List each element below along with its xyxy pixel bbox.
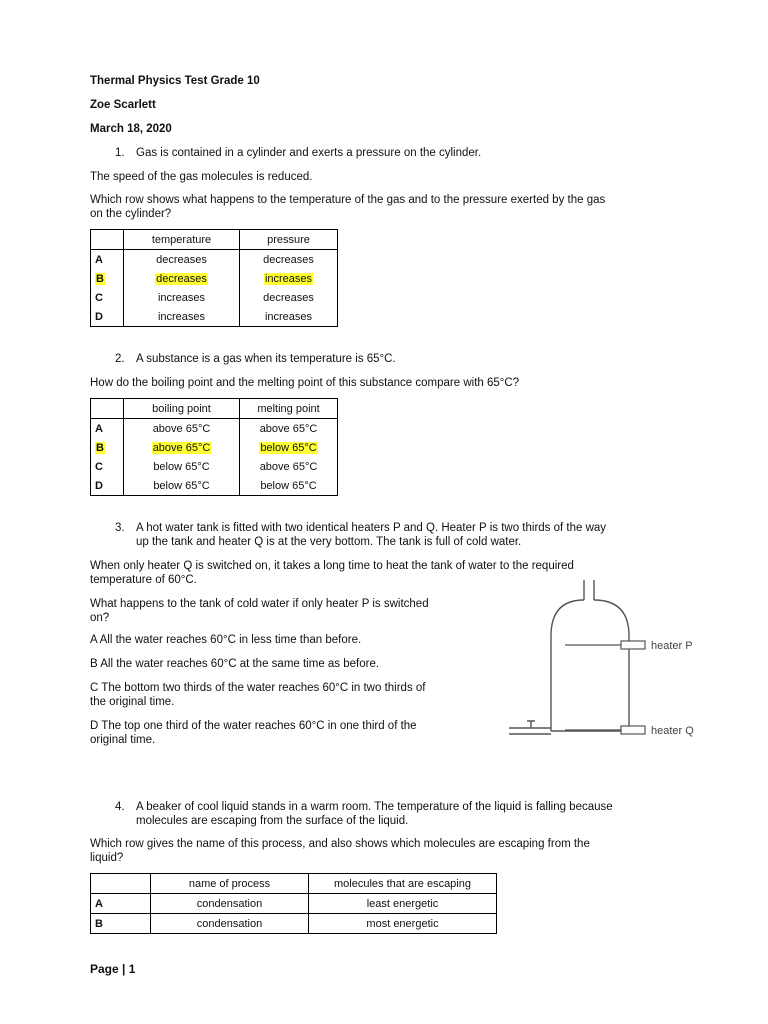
q1-row-label-highlighted: B xyxy=(96,272,104,285)
q4-stem-line1: A beaker of cool liquid stands in a warm room. The temperature of the liquid is falling because xyxy=(136,801,613,813)
q2-row-c xyxy=(91,457,338,476)
q1-cell: increases xyxy=(240,307,338,327)
q2-row-a xyxy=(91,419,338,439)
q2-header-row xyxy=(91,399,338,419)
q2-cell: below 65°C xyxy=(124,457,240,476)
q4-header-blank xyxy=(91,874,151,894)
q2-header-melting-point: melting point xyxy=(240,399,338,419)
q1-cell: decreases xyxy=(124,250,240,270)
q4-row-label: B xyxy=(91,914,151,934)
q1-header-temperature: temperature xyxy=(124,230,240,250)
q1-header-blank xyxy=(91,230,124,250)
q2-row-b xyxy=(91,438,338,457)
q3-question-line2: on? xyxy=(90,612,110,624)
q1-row-b xyxy=(91,269,338,288)
q3-context-line1: When only heater Q is switched on, it takes a long time to heat the tank of water to the required xyxy=(90,560,574,572)
q1-cell: decreases xyxy=(240,288,338,307)
q3-number: 3. xyxy=(115,522,125,534)
q2-cell-highlighted: above 65°C xyxy=(152,441,211,454)
q3-option-c-line1: C The bottom two thirds of the water reaches 60°C in two thirds of xyxy=(90,682,426,694)
heater-q-label: heater Q xyxy=(651,725,694,737)
q2-row-d xyxy=(91,476,338,496)
q4-row-a xyxy=(91,894,497,914)
q4-header-row xyxy=(91,874,497,894)
q4-table xyxy=(90,873,497,934)
q2-cell: above 65°C xyxy=(124,419,240,439)
tank-inlet-pipe xyxy=(509,728,551,734)
q1-cell-highlighted: decreases xyxy=(156,272,207,285)
heater-p-label: heater P xyxy=(651,640,693,652)
q4-header-molecules: molecules that are escaping xyxy=(309,874,497,894)
q2-header-boiling-point: boiling point xyxy=(124,399,240,419)
q2-row-label: C xyxy=(91,457,124,476)
q3-option-d-line2: original time. xyxy=(90,734,156,746)
tank-outline xyxy=(551,600,629,731)
q3-option-b: B All the water reaches 60°C at the same time as before. xyxy=(90,658,380,670)
q1-cell-highlighted: increases xyxy=(264,272,313,285)
q4-row-label: A xyxy=(91,894,151,914)
q1-header-row xyxy=(91,230,338,250)
q1-fact: The speed of the gas molecules is reduced. xyxy=(90,171,313,183)
page-number: Page | 1 xyxy=(90,962,136,976)
q2-number: 2. xyxy=(115,353,125,365)
q4-stem-line2: molecules are escaping from the surface of the liquid. xyxy=(136,815,409,827)
q1-number: 1. xyxy=(115,147,125,159)
q1-row-a xyxy=(91,250,338,270)
q1-row-d xyxy=(91,307,338,327)
q1-row-c xyxy=(91,288,338,307)
q1-question-line2: on the cylinder? xyxy=(90,208,172,220)
tank-top-pipe xyxy=(584,580,594,600)
q4-number: 4. xyxy=(115,801,125,813)
q1-row-label: A xyxy=(91,250,124,270)
q1-question-line1: Which row shows what happens to the temperature of the gas and to the pressure exerted by the gas xyxy=(90,194,606,206)
test-date: March 18, 2020 xyxy=(90,123,172,135)
q2-cell: below 65°C xyxy=(124,476,240,496)
q2-header-blank xyxy=(91,399,124,419)
q3-question-line1: What happens to the tank of cold water if only heater P is switched xyxy=(90,598,429,610)
q4-cell: condensation xyxy=(151,914,309,934)
q4-cell: condensation xyxy=(151,894,309,914)
heater-p xyxy=(565,641,645,649)
q1-row-label: C xyxy=(91,288,124,307)
q3-option-c-line2: the original time. xyxy=(90,696,175,708)
q3-context-line2: temperature of 60°C. xyxy=(90,574,197,586)
q2-row-label: D xyxy=(91,476,124,496)
q2-cell-highlighted: below 65°C xyxy=(260,441,317,454)
q2-cell: below 65°C xyxy=(240,476,338,496)
q1-cell: decreases xyxy=(240,250,338,270)
test-title: Thermal Physics Test Grade 10 xyxy=(90,75,260,87)
q1-table xyxy=(90,229,338,327)
q1-stem: Gas is contained in a cylinder and exerts a pressure on the cylinder. xyxy=(136,147,482,159)
q4-question-line2: liquid? xyxy=(90,852,124,864)
q2-row-label: A xyxy=(91,419,124,439)
q4-cell: least energetic xyxy=(309,894,497,914)
q2-row-label-highlighted: B xyxy=(96,441,104,454)
q1-row-label: D xyxy=(91,307,124,327)
q1-cell: increases xyxy=(124,288,240,307)
q2-table xyxy=(90,398,338,496)
q4-question-line1: Which row gives the name of this process, and also shows which molecules are escaping from the xyxy=(90,838,590,850)
q3-option-d-line1: D The top one third of the water reaches 60°C in one third of the xyxy=(90,720,417,732)
hot-water-tank-diagram xyxy=(505,578,705,744)
heater-q xyxy=(565,726,645,734)
tank-inlet-valve xyxy=(527,721,535,728)
q1-cell: increases xyxy=(124,307,240,327)
q3-option-a: A All the water reaches 60°C in less time than before. xyxy=(90,634,362,646)
q4-cell: most energetic xyxy=(309,914,497,934)
q2-question: How do the boiling point and the melting point of this substance compare with 65°C? xyxy=(90,377,520,389)
student-name: Zoe Scarlett xyxy=(90,99,156,111)
q4-header-process: name of process xyxy=(151,874,309,894)
q4-row-b xyxy=(91,914,497,934)
q3-stem-line1: A hot water tank is fitted with two identical heaters P and Q. Heater P is two thirds of the way xyxy=(136,522,607,534)
q2-cell: above 65°C xyxy=(240,457,338,476)
q1-header-pressure: pressure xyxy=(240,230,338,250)
q3-stem-line2: up the tank and heater Q is at the very bottom. The tank is full of cold water. xyxy=(136,536,522,548)
q2-cell: above 65°C xyxy=(240,419,338,439)
q2-stem: A substance is a gas when its temperature is 65°C. xyxy=(136,353,396,365)
